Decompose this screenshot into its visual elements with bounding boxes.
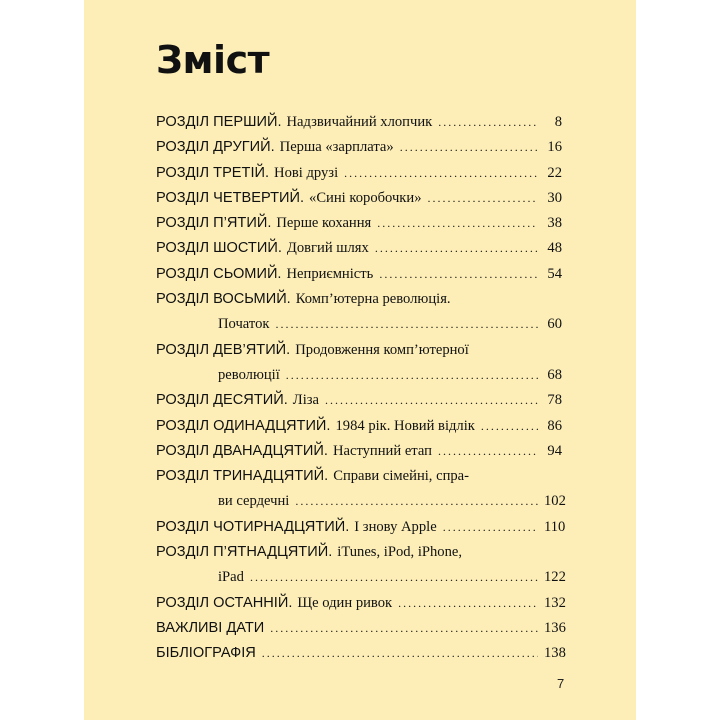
toc-entry	[156, 392, 562, 417]
toc-line-continued	[156, 316, 562, 341]
toc-line	[156, 392, 562, 417]
toc-entry	[156, 291, 562, 342]
toc-page-number: 132	[544, 594, 566, 611]
toc-chapter-label: РОЗДІЛ ДЕСЯТИЙ.	[156, 392, 288, 409]
toc-entry	[156, 266, 562, 291]
toc-line-continued	[156, 569, 566, 594]
toc-page-number: 16	[547, 139, 562, 156]
book-page	[84, 0, 636, 720]
toc-dot-leader	[438, 115, 538, 130]
toc-dot-leader	[286, 368, 538, 383]
toc-page-number: 78	[547, 392, 562, 409]
toc-line	[156, 240, 562, 265]
toc-chapter-label: РОЗДІЛ П’ЯТИЙ.	[156, 215, 272, 232]
toc-dot-leader	[325, 393, 538, 408]
toc-dot-leader	[295, 494, 538, 509]
toc-page-number: 48	[547, 240, 562, 257]
toc-chapter-title: Ще один ривок	[297, 594, 393, 611]
toc-line	[156, 645, 566, 670]
page-number: 7	[557, 676, 565, 691]
toc-page-number: 54	[547, 265, 562, 282]
toc-entry	[156, 114, 562, 139]
toc-chapter-label: РОЗДІЛ ПЕРШИЙ.	[156, 114, 282, 130]
toc-chapter-label: РОЗДІЛ ВОСЬМИЙ.	[156, 291, 291, 308]
toc-chapter-title-continued: Початок	[218, 316, 270, 333]
toc-dot-leader	[344, 166, 538, 181]
toc-entry	[156, 468, 566, 519]
toc-chapter-label: РОЗДІЛ ЧОТИРНАДЦЯТИЙ.	[156, 518, 350, 535]
toc-entry	[156, 165, 562, 190]
toc-dot-leader	[250, 570, 538, 585]
toc-dot-leader	[275, 317, 538, 332]
toc-dot-leader	[438, 444, 538, 459]
toc-chapter-title: І знову Apple	[354, 518, 437, 535]
toc-page-number: 86	[547, 417, 562, 434]
toc-entry	[156, 342, 562, 393]
toc-entry	[156, 544, 566, 595]
toc-chapter-title: Ліза	[292, 392, 319, 409]
toc-chapter-title-continued: революції	[218, 366, 280, 383]
toc-entry	[156, 190, 562, 215]
toc-chapter-title: Надзвичайний хлопчик	[286, 114, 433, 130]
toc-dot-leader	[270, 621, 538, 636]
toc-line	[156, 594, 566, 620]
toc-chapter-label: РОЗДІЛ ШОСТИЙ.	[156, 240, 282, 257]
toc-chapter-title: Комп’ютерна революція.	[295, 291, 451, 308]
toc-chapter-title: Неприємність	[286, 265, 374, 282]
toc-line	[156, 518, 566, 544]
toc-chapter-label: РОЗДІЛ ДЕВ’ЯТИЙ.	[156, 341, 291, 358]
toc-page-number: 102	[544, 493, 566, 510]
toc-page-number: 68	[547, 366, 562, 383]
toc-chapter-title: 1984 рік. Новий відлік	[335, 417, 475, 434]
toc-page-number: 110	[544, 518, 566, 535]
toc-chapter-title: Перше кохання	[276, 215, 372, 232]
toc-chapter-title-continued: iPad	[218, 569, 244, 586]
toc-line	[156, 443, 562, 468]
toc-chapter-title: «Сині коробочки»	[309, 189, 422, 206]
toc-page-number: 8	[554, 114, 562, 130]
toc-page-number: 138	[544, 645, 566, 662]
toc-line	[156, 215, 562, 240]
toc-dot-leader	[377, 216, 538, 231]
toc-chapter-title: Продовження комп’ютерної	[295, 341, 469, 358]
toc-dot-leader	[400, 140, 538, 155]
toc-chapter-title: iTunes, iPod, iPhone,	[337, 544, 463, 561]
toc-entry	[156, 139, 562, 164]
toc-entry	[156, 240, 562, 265]
toc-chapter-label: БІБЛІОГРАФІЯ	[156, 645, 256, 662]
toc-chapter-label: РОЗДІЛ ТРИНАДЦЯТИЙ.	[156, 468, 329, 485]
toc-line	[156, 114, 562, 139]
toc-dot-leader	[443, 520, 538, 535]
toc-entry	[156, 518, 566, 544]
toc-dot-leader	[262, 646, 538, 661]
toc-entry	[156, 443, 562, 468]
toc-dot-leader	[428, 191, 538, 206]
toc-chapter-title-continued: ви сердечні	[218, 493, 290, 510]
toc-page-number: 136	[544, 619, 566, 636]
toc-dot-leader	[375, 241, 538, 256]
toc-dot-leader	[481, 419, 538, 434]
toc-page-number: 22	[547, 164, 562, 181]
toc-chapter-label: РОЗДІЛ ДВАНАДЦЯТИЙ.	[156, 442, 328, 459]
toc-chapter-label: РОЗДІЛ ОСТАННІЙ.	[156, 594, 293, 611]
toc-line	[156, 619, 566, 645]
toc-line	[156, 418, 562, 443]
toc-chapter-label: РОЗДІЛ П’ЯТНАДЦЯТИЙ.	[156, 544, 333, 561]
toc-chapter-title: Справи сімейні, спра-	[333, 468, 470, 485]
toc-chapter-label: РОЗДІЛ ТРЕТІЙ.	[156, 164, 270, 181]
toc-line	[156, 468, 562, 493]
toc-line	[156, 165, 562, 190]
toc-page-number: 30	[547, 189, 562, 206]
toc-page-number: 122	[544, 569, 566, 586]
toc-line	[156, 342, 562, 367]
page-title: Зміст	[156, 38, 270, 82]
toc-chapter-label: РОЗДІЛ СЬОМИЙ.	[156, 265, 282, 282]
toc-entry	[156, 594, 566, 620]
toc-dot-leader	[398, 596, 538, 611]
toc-chapter-title: Нові друзі	[274, 164, 339, 181]
toc-dot-leader	[379, 267, 538, 282]
toc-line-continued	[156, 493, 566, 518]
table-of-contents	[156, 114, 566, 671]
toc-page-number: 38	[547, 215, 562, 232]
toc-chapter-title: Перша «зарплата»	[279, 139, 394, 156]
toc-chapter-label: ВАЖЛИВІ ДАТИ	[156, 619, 265, 636]
toc-line	[156, 266, 562, 291]
toc-chapter-label: РОЗДІЛ ДРУГИЙ.	[156, 139, 275, 156]
toc-page-number: 60	[547, 316, 562, 333]
toc-line	[156, 139, 562, 164]
toc-entry	[156, 418, 562, 443]
toc-chapter-label: РОЗДІЛ ЧЕТВЕРТИЙ.	[156, 189, 305, 206]
toc-line	[156, 544, 562, 569]
toc-page-number: 94	[547, 442, 562, 459]
toc-chapter-title: Наступний етап	[332, 442, 432, 459]
toc-line	[156, 291, 562, 316]
toc-entry	[156, 619, 566, 645]
toc-entry	[156, 215, 562, 240]
toc-line	[156, 190, 562, 215]
toc-entry	[156, 645, 566, 670]
toc-chapter-label: РОЗДІЛ ОДИНАДЦЯТИЙ.	[156, 417, 331, 434]
toc-line-continued	[156, 367, 562, 392]
toc-chapter-title: Довгий шлях	[286, 240, 369, 257]
